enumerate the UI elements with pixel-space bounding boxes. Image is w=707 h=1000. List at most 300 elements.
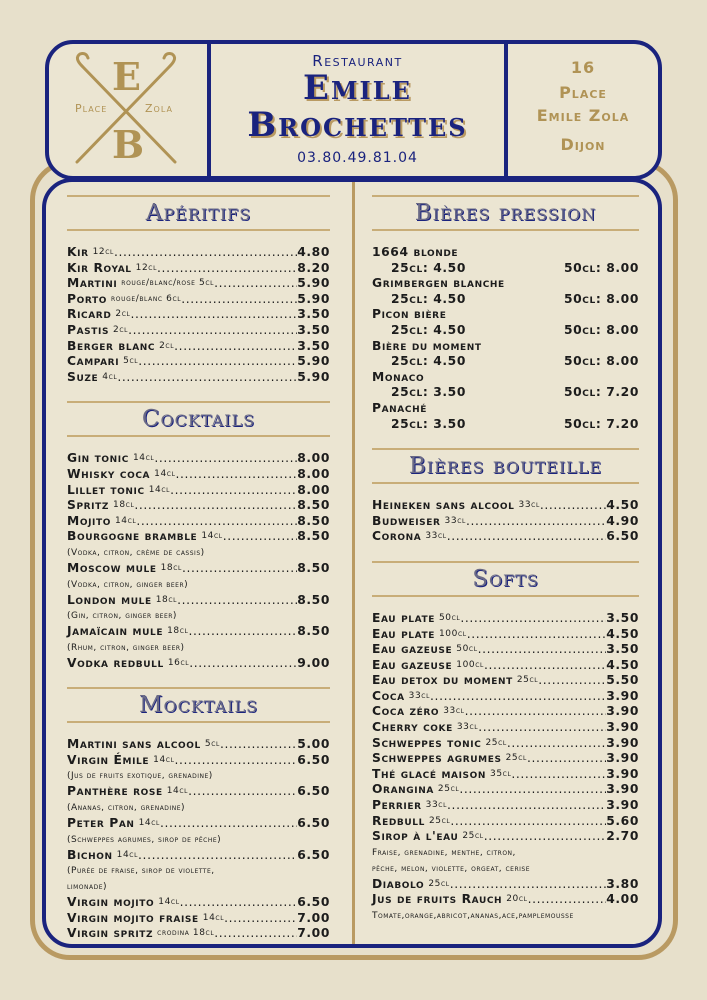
item-price: 3.90 bbox=[606, 766, 639, 781]
item-volume: 14cl bbox=[148, 484, 171, 495]
menu-item bbox=[67, 753, 330, 769]
item-name: Spritz bbox=[67, 498, 109, 513]
menu-item bbox=[372, 751, 639, 767]
price-50cl: 50cl: 8.00 bbox=[564, 291, 639, 306]
item-volume: 50cl bbox=[456, 644, 478, 655]
dot-leader bbox=[484, 658, 606, 674]
restaurant-name-line2: Brochettes bbox=[247, 105, 468, 145]
dot-leader bbox=[181, 292, 297, 308]
menu-item bbox=[67, 911, 330, 927]
item-volume: 25cl bbox=[462, 831, 484, 842]
dot-leader bbox=[214, 276, 297, 292]
item-volume: 25cl bbox=[505, 753, 527, 764]
item-name: Orangina bbox=[372, 782, 434, 797]
item-name: Martini sans alcool bbox=[67, 737, 201, 752]
menu-item bbox=[67, 292, 330, 308]
item-name: Moscow mule bbox=[67, 560, 157, 575]
logo-word-right: Zola bbox=[145, 102, 173, 115]
item-name: Perrier bbox=[372, 798, 422, 813]
section-bieres-bouteille bbox=[372, 448, 639, 561]
dot-leader bbox=[154, 451, 297, 467]
item-volume: 100cl bbox=[456, 659, 484, 670]
dot-leader bbox=[224, 911, 297, 927]
dot-leader bbox=[134, 498, 297, 514]
item-price: 7.00 bbox=[297, 910, 330, 925]
item-price: 7.00 bbox=[297, 926, 330, 941]
item-price: 8.50 bbox=[297, 529, 330, 544]
item-name: Kir Royal bbox=[67, 260, 132, 275]
item-name: Coca zéro bbox=[372, 704, 440, 719]
item-name: Eau plate bbox=[372, 626, 435, 641]
dot-leader bbox=[157, 261, 297, 277]
item-name: Virgin Émile bbox=[67, 752, 150, 767]
menu-item bbox=[67, 848, 330, 864]
item-name: Sirop à l'eau bbox=[372, 829, 459, 844]
item-price: 5.50 bbox=[606, 673, 639, 688]
restaurant-name-line1: Emile bbox=[303, 68, 412, 108]
menu-item bbox=[372, 736, 639, 752]
item-price: 3.90 bbox=[606, 720, 639, 735]
menu-item bbox=[372, 814, 639, 830]
right-column bbox=[372, 195, 639, 940]
dot-leader bbox=[138, 354, 297, 370]
section-title: Cocktails bbox=[67, 401, 330, 437]
item-volume: 35cl bbox=[490, 768, 512, 779]
address-line1: 16 bbox=[570, 58, 596, 77]
item-volume: 100cl bbox=[438, 628, 467, 639]
dot-leader bbox=[170, 483, 297, 499]
item-description-cont: pêche, melon, violette, orgeat, cerise bbox=[372, 863, 530, 874]
item-name: Pastis bbox=[67, 322, 110, 337]
item-description: Fraise, grenadine, menthe, citron, bbox=[372, 847, 516, 858]
menu-item bbox=[372, 673, 639, 689]
item-price: 5.90 bbox=[297, 369, 330, 384]
item-name: Campari bbox=[67, 354, 120, 369]
item-price: 2.70 bbox=[606, 829, 639, 844]
menu-item bbox=[372, 514, 639, 530]
price-25cl: 25cl: 4.50 bbox=[391, 354, 466, 369]
address-line4: Dijon bbox=[560, 135, 606, 154]
menu-item bbox=[372, 704, 639, 720]
restaurant-name-block bbox=[211, 44, 508, 176]
item-volume: 33cl bbox=[408, 690, 431, 701]
item-volume: 14cl bbox=[202, 912, 225, 923]
item-volume: 33cl bbox=[444, 515, 466, 526]
dot-leader bbox=[528, 892, 607, 908]
dot-leader bbox=[223, 529, 298, 545]
dot-leader bbox=[478, 720, 606, 736]
item-description: (Vodka, citron, crème de cassis) bbox=[67, 547, 205, 558]
item-price: 8.50 bbox=[297, 513, 330, 528]
column-divider bbox=[352, 182, 355, 944]
dot-leader bbox=[507, 736, 606, 752]
menu-item bbox=[372, 498, 639, 514]
item-name: Virgin mojito fraise bbox=[67, 910, 199, 925]
menu-item bbox=[67, 514, 330, 530]
item-volume: 25cl bbox=[437, 784, 460, 795]
item-volume: 14cl bbox=[138, 818, 160, 829]
menu-item bbox=[67, 784, 330, 800]
item-name: Eau plate bbox=[372, 610, 435, 625]
item-description: (Gin, citron, ginger beer) bbox=[67, 611, 177, 622]
item-volume: 5cl bbox=[204, 739, 220, 750]
menu-item bbox=[372, 829, 639, 845]
dot-leader bbox=[174, 339, 297, 355]
item-volume: 33cl bbox=[425, 800, 448, 811]
item-price: 3.50 bbox=[606, 610, 639, 625]
dot-leader bbox=[466, 514, 606, 530]
dot-leader bbox=[527, 751, 606, 767]
dot-leader bbox=[460, 611, 606, 627]
item-price: 4.00 bbox=[606, 892, 639, 907]
item-volume: 12cl bbox=[92, 247, 114, 257]
section-title: Mocktails bbox=[67, 687, 330, 723]
item-volume: 33cl bbox=[518, 500, 540, 511]
item-description: (Schweppes agrumes, sirop de pêche) bbox=[67, 834, 222, 845]
item-name: Heineken sans alcool bbox=[372, 498, 515, 513]
item-volume: 33cl bbox=[425, 531, 447, 542]
menu-item bbox=[372, 798, 639, 814]
item-description: (Rhum, citron, ginger beer) bbox=[67, 642, 185, 653]
item-volume: 14cl bbox=[116, 849, 139, 860]
price-50cl: 50cl: 7.20 bbox=[564, 416, 639, 431]
menu-item bbox=[67, 354, 330, 370]
menu-item bbox=[67, 895, 330, 911]
menu-item bbox=[372, 689, 639, 705]
address-line3: Emile Zola bbox=[536, 106, 630, 125]
item-volume: 2cl bbox=[159, 340, 175, 351]
price-25cl: 25cl: 3.50 bbox=[391, 416, 466, 431]
item-price: 5.60 bbox=[606, 813, 639, 828]
item-volume: 2cl bbox=[115, 309, 131, 320]
menu-item bbox=[372, 658, 639, 674]
left-column bbox=[67, 195, 330, 958]
dot-leader bbox=[467, 627, 607, 643]
item-volume: 14cl bbox=[153, 754, 175, 765]
item-volume: 16cl bbox=[167, 657, 190, 668]
menu-item bbox=[372, 370, 639, 401]
menu-item bbox=[372, 401, 639, 432]
price-50cl: 50cl: 8.00 bbox=[564, 354, 639, 369]
item-price: 3.90 bbox=[606, 704, 639, 719]
item-volume: 18cl bbox=[160, 562, 182, 573]
item-name: Redbull bbox=[372, 813, 425, 828]
item-price: 6.50 bbox=[297, 895, 330, 910]
menu-item bbox=[372, 642, 639, 658]
item-volume: 14cl bbox=[158, 897, 180, 908]
item-volume: 14cl bbox=[166, 786, 189, 797]
price-25cl: 25cl: 4.50 bbox=[391, 322, 466, 337]
menu-item bbox=[372, 529, 639, 545]
menu-item bbox=[67, 624, 330, 640]
item-price: 5.00 bbox=[297, 737, 330, 752]
menu-item bbox=[372, 276, 639, 307]
dot-leader bbox=[447, 798, 606, 814]
item-volume: 14cl bbox=[154, 468, 176, 479]
dot-leader bbox=[459, 782, 606, 798]
dot-leader bbox=[117, 370, 297, 386]
item-price: 4.90 bbox=[606, 513, 639, 528]
item-price: 3.90 bbox=[606, 751, 639, 766]
item-volume: 20cl bbox=[506, 894, 528, 905]
dot-leader bbox=[189, 656, 297, 672]
item-description: (Purée de fraise, sirop de violette, bbox=[67, 866, 215, 877]
menu-item bbox=[67, 561, 330, 577]
item-name: Corona bbox=[372, 529, 422, 544]
item-volume: 25cl bbox=[516, 675, 539, 686]
dot-leader bbox=[176, 467, 298, 483]
item-name: Eau detox du moment bbox=[372, 673, 513, 688]
item-volume: 12cl bbox=[135, 262, 158, 273]
dot-leader bbox=[182, 561, 297, 577]
item-price: 3.90 bbox=[606, 782, 639, 797]
item-volume: 14cl bbox=[132, 453, 155, 464]
item-price: 8.00 bbox=[297, 482, 330, 497]
dot-leader bbox=[188, 784, 297, 800]
item-volume: 33cl bbox=[443, 706, 465, 717]
item-name: Suze bbox=[67, 369, 99, 384]
menu-item bbox=[67, 816, 330, 832]
menu-item bbox=[67, 339, 330, 355]
item-volume: 50cl bbox=[438, 612, 461, 623]
item-volume: 25cl bbox=[428, 815, 451, 826]
menu-item bbox=[372, 245, 639, 276]
item-name: Diabolo bbox=[372, 876, 425, 891]
section-bieres-pression bbox=[372, 195, 639, 448]
dot-leader bbox=[484, 829, 607, 845]
section-title: Softs bbox=[372, 561, 639, 597]
item-price: 3.50 bbox=[297, 338, 330, 353]
section-mocktails bbox=[67, 687, 330, 958]
price-25cl: 25cl: 4.50 bbox=[391, 291, 466, 306]
menu-item bbox=[67, 467, 330, 483]
menu-item bbox=[67, 529, 330, 545]
dot-leader bbox=[130, 307, 297, 323]
item-volume: 18cl bbox=[167, 626, 189, 637]
menu-item bbox=[67, 737, 330, 753]
item-volume: rouge/blanc/rose 5cl bbox=[121, 278, 215, 289]
section-softs bbox=[372, 561, 639, 940]
menu-item bbox=[67, 370, 330, 386]
logo-word-left: Place bbox=[75, 102, 108, 115]
phone-number: 03.80.49.81.04 bbox=[297, 150, 418, 166]
item-volume: 4cl bbox=[102, 371, 118, 382]
item-volume: 25cl bbox=[485, 737, 507, 748]
dot-leader bbox=[114, 245, 297, 261]
item-name: Whisky coca bbox=[67, 466, 151, 481]
item-description-cont: limonade) bbox=[67, 882, 108, 893]
item-price: 4.50 bbox=[606, 626, 639, 641]
dot-leader bbox=[177, 593, 297, 609]
menu-item bbox=[67, 276, 330, 292]
menu-item bbox=[67, 261, 330, 277]
dot-leader bbox=[538, 673, 606, 689]
item-name: Bourgogne bramble bbox=[67, 529, 198, 544]
item-name: Cherry coke bbox=[372, 720, 453, 735]
item-price: 4.50 bbox=[606, 498, 639, 513]
item-name: Jus de fruits Rauch bbox=[372, 892, 503, 907]
item-price: 5.90 bbox=[297, 354, 330, 369]
item-description: (Vodka, citron, ginger beer) bbox=[67, 579, 189, 590]
menu-item bbox=[372, 877, 639, 893]
address-block bbox=[508, 44, 658, 176]
item-price: 6.50 bbox=[297, 752, 330, 767]
item-price: 8.00 bbox=[297, 451, 330, 466]
dot-leader bbox=[430, 689, 606, 705]
item-price: 4.80 bbox=[297, 245, 330, 259]
item-volume: rouge/blanc 6cl bbox=[110, 293, 182, 304]
dot-leader bbox=[220, 737, 297, 753]
item-price: 8.20 bbox=[297, 260, 330, 275]
menu-item bbox=[372, 720, 639, 736]
price-25cl: 25cl: 4.50 bbox=[391, 260, 466, 275]
item-name: Thé glacé maison bbox=[372, 766, 487, 781]
item-price: 8.50 bbox=[297, 560, 330, 575]
dot-leader bbox=[175, 753, 298, 769]
item-name: Eau gazeuse bbox=[372, 657, 453, 672]
item-name: Grimbergen blanche bbox=[372, 276, 505, 291]
dot-leader bbox=[138, 848, 297, 864]
menu-header bbox=[45, 40, 662, 180]
item-name: Jamaïcain mule bbox=[67, 624, 164, 639]
price-25cl: 25cl: 3.50 bbox=[391, 385, 466, 400]
menu-item bbox=[67, 656, 330, 672]
menu-item bbox=[67, 323, 330, 339]
item-volume: 2cl bbox=[113, 324, 129, 335]
menu-item bbox=[372, 892, 639, 908]
menu-item bbox=[372, 339, 639, 370]
price-50cl: 50cl: 8.00 bbox=[564, 322, 639, 337]
item-volume: 25cl bbox=[428, 878, 450, 889]
dot-leader bbox=[188, 624, 297, 640]
section-title: Bières bouteille bbox=[372, 448, 639, 484]
section-title: Bières pression bbox=[372, 195, 639, 231]
item-price: 3.80 bbox=[606, 876, 639, 891]
item-price: 3.50 bbox=[297, 307, 330, 322]
item-name: Bière du moment bbox=[372, 338, 482, 353]
address-line2: Place bbox=[559, 83, 607, 102]
menu-item bbox=[67, 593, 330, 609]
dot-leader bbox=[160, 816, 297, 832]
dot-leader bbox=[465, 704, 607, 720]
menu-item bbox=[372, 307, 639, 338]
item-price: 8.00 bbox=[297, 466, 330, 481]
logo bbox=[49, 44, 211, 176]
item-name: Schweppes agrumes bbox=[372, 751, 502, 766]
section-aperitifs bbox=[67, 195, 330, 401]
dot-leader bbox=[180, 895, 298, 911]
item-price: 8.50 bbox=[297, 624, 330, 639]
dot-leader bbox=[128, 323, 297, 339]
item-name: Ricard bbox=[67, 307, 112, 322]
section-title: Apéritifs bbox=[67, 195, 330, 231]
dot-leader bbox=[450, 877, 607, 893]
item-price: 9.00 bbox=[297, 655, 330, 670]
logo-letter-bottom: B bbox=[112, 122, 145, 167]
item-price: 4.50 bbox=[606, 657, 639, 672]
menu-item bbox=[67, 451, 330, 467]
dot-leader bbox=[478, 642, 607, 658]
dot-leader bbox=[540, 498, 606, 514]
item-price: 3.50 bbox=[606, 642, 639, 657]
item-name: Lillet tonic bbox=[67, 482, 145, 497]
item-name: Virgin spritz bbox=[67, 926, 154, 941]
item-price: 8.50 bbox=[297, 498, 330, 513]
item-price: 5.90 bbox=[297, 276, 330, 291]
dot-leader bbox=[214, 926, 297, 942]
item-volume: 33cl bbox=[456, 722, 479, 733]
item-name: Eau gazeuse bbox=[372, 642, 453, 657]
item-description: Tomate,orange,abricot,ananas,ace,pamplemousse bbox=[372, 911, 574, 921]
item-price: 5.90 bbox=[297, 291, 330, 306]
item-name: Porto bbox=[67, 291, 107, 306]
item-price: 3.90 bbox=[606, 688, 639, 703]
menu-item bbox=[67, 245, 330, 261]
menu-item bbox=[67, 307, 330, 323]
item-name: Vodka redbull bbox=[67, 655, 164, 670]
item-name: Monaco bbox=[372, 369, 425, 384]
item-description: (Jus de fruits exotique, grenadine) bbox=[67, 771, 213, 782]
menu-item bbox=[372, 627, 639, 643]
item-volume: 18cl bbox=[155, 594, 178, 605]
item-price: 3.90 bbox=[606, 735, 639, 750]
item-price: 6.50 bbox=[297, 847, 330, 862]
item-name: Panaché bbox=[372, 400, 427, 415]
item-name: Panthère rose bbox=[67, 784, 163, 799]
item-name: Virgin mojito bbox=[67, 895, 155, 910]
section-cocktails bbox=[67, 401, 330, 687]
logo-letter-top: E bbox=[112, 54, 141, 99]
item-description: (Ananas, citron, grenadine) bbox=[67, 803, 185, 814]
item-volume: 14cl bbox=[114, 515, 137, 526]
menu-item bbox=[372, 611, 639, 627]
item-price: 3.50 bbox=[297, 322, 330, 337]
item-name: Martini bbox=[67, 276, 118, 291]
item-volume: 5cl bbox=[123, 356, 139, 367]
menu-item bbox=[67, 483, 330, 499]
dot-leader bbox=[447, 529, 607, 545]
item-price: 8.50 bbox=[297, 592, 330, 607]
price-50cl: 50cl: 7.20 bbox=[564, 385, 639, 400]
item-volume: 18cl bbox=[113, 500, 135, 511]
menu-item bbox=[372, 767, 639, 783]
item-name: Budweiser bbox=[372, 513, 441, 528]
item-price: 6.50 bbox=[297, 816, 330, 831]
item-name: Peter Pan bbox=[67, 816, 135, 831]
menu-item bbox=[67, 926, 330, 942]
item-name: Berger blanc bbox=[67, 338, 156, 353]
item-name: Picon bière bbox=[372, 307, 447, 322]
menu-item bbox=[67, 498, 330, 514]
item-name: Mojito bbox=[67, 513, 111, 528]
menu-item bbox=[372, 782, 639, 798]
item-name: Gin tonic bbox=[67, 451, 129, 466]
item-volume: crodina 18cl bbox=[157, 928, 215, 939]
dot-leader bbox=[511, 767, 606, 783]
item-price: 6.50 bbox=[606, 529, 639, 544]
item-price: 6.50 bbox=[297, 784, 330, 799]
item-name: Bichon bbox=[67, 847, 113, 862]
dot-leader bbox=[136, 514, 297, 530]
item-name: 1664 blonde bbox=[372, 245, 459, 259]
item-volume: 14cl bbox=[201, 531, 223, 542]
item-price: 3.90 bbox=[606, 798, 639, 813]
price-50cl: 50cl: 8.00 bbox=[564, 260, 639, 275]
item-name: London mule bbox=[67, 592, 152, 607]
item-name: Schweppes tonic bbox=[372, 735, 482, 750]
item-name: Coca bbox=[372, 688, 405, 703]
restaurant-subtitle: Restaurant bbox=[312, 52, 403, 70]
